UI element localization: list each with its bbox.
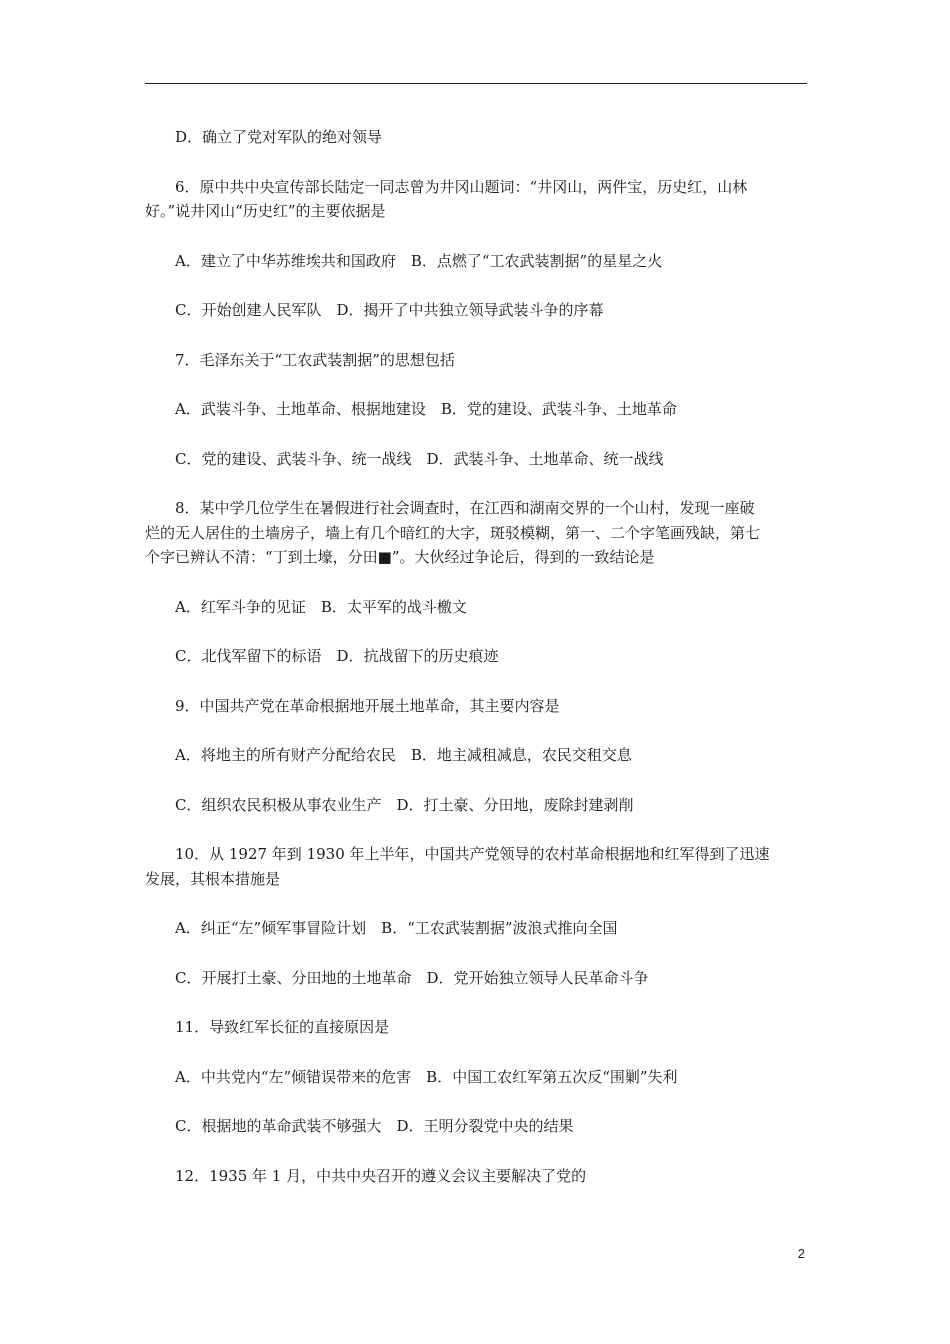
page-number: 2 <box>797 1246 805 1261</box>
options-7ab: A．武装斗争、土地革命、根据地建设 B．党的建设、武装斗争、土地革命 <box>175 400 677 418</box>
question-8-line-1: 8．某中学几位学生在暑假进行社会调查时，在江西和湖南交界的一个山村，发现一座破 <box>175 499 755 517</box>
question-10 <box>145 842 807 891</box>
question-6 <box>145 175 807 224</box>
question-9: 9．中国共产党在革命根据地开展土地革命，其主要内容是 <box>175 696 560 715</box>
question-12: 12．1935 年 1 月，中共中央召开的遵义会议主要解决了党的 <box>175 1166 587 1185</box>
options-11ab: A．中共党内“左”倾错误带来的危害 B．中国工农红军第五次反“围剿”失利 <box>175 1067 678 1086</box>
question-8-line-2: 烂的无人居住的土墙房子，墙上有几个暗红的大字，斑驳模糊，第一、二个字笔画残缺，第七 <box>145 523 761 542</box>
options-11cd: C．根据地的革命武装不够强大 D．王明分裂党中央的结果 <box>175 1117 574 1135</box>
options-8ab: A．红军斗争的见证 B．太平军的战斗檄文 <box>175 597 467 616</box>
question-6-line-2: 好。”说井冈山“历史红”的主要依据是 <box>145 202 386 220</box>
options-9ab: A．将地主的所有财产分配给农民 B．地主减租减息，农民交租交息 <box>175 746 632 764</box>
options-10cd: C．开展打土豪、分田地的土地革命 D．党开始独立领导人民革命斗争 <box>175 968 649 987</box>
option-5d: D．确立了党对军队的绝对领导 <box>175 128 383 146</box>
question-8-line-3: 个字已辨认不清：“丁到土壕，分田■”。大伙经过争论后，得到的一致结论是 <box>145 548 655 566</box>
question-6-line-1: 6．原中共中央宣传部长陆定一同志曾为井冈山题词：“井冈山，两件宝，历史红，山林 <box>175 177 748 196</box>
options-8cd: C．北伐军留下的标语 D．抗战留下的历史痕迹 <box>175 647 499 665</box>
question-10-line-2: 发展，其根本措施是 <box>145 869 281 888</box>
question-10-line-1: 10．从 1927 年到 1930 年上半年，中国共产党领导的农村革命根据地和红军得到了迅速 <box>175 845 770 863</box>
question-11: 11．导致红军长征的直接原因是 <box>175 1018 390 1036</box>
options-9cd: C．组织农民积极从事农业生产 D．打土豪、分田地，废除封建剥削 <box>175 795 634 814</box>
options-7cd: C．党的建设、武装斗争、统一战线 D．武装斗争、土地革命、统一战线 <box>175 449 664 468</box>
document-body <box>145 125 807 1188</box>
options-6cd: C．开始创建人民军队 D．揭开了中共独立领导武装斗争的序幕 <box>175 301 604 319</box>
header-rule <box>145 83 807 84</box>
options-10ab: A．纠正“左”倾军事冒险计划 B．“工农武装割据”波浪式推向全国 <box>175 919 618 937</box>
question-7: 7．毛泽东关于“工农武装割据”的思想包括 <box>175 350 455 369</box>
question-8 <box>145 496 807 570</box>
options-6ab: A．建立了中华苏维埃共和国政府 B．点燃了“工农武装割据”的星星之火 <box>175 251 663 270</box>
